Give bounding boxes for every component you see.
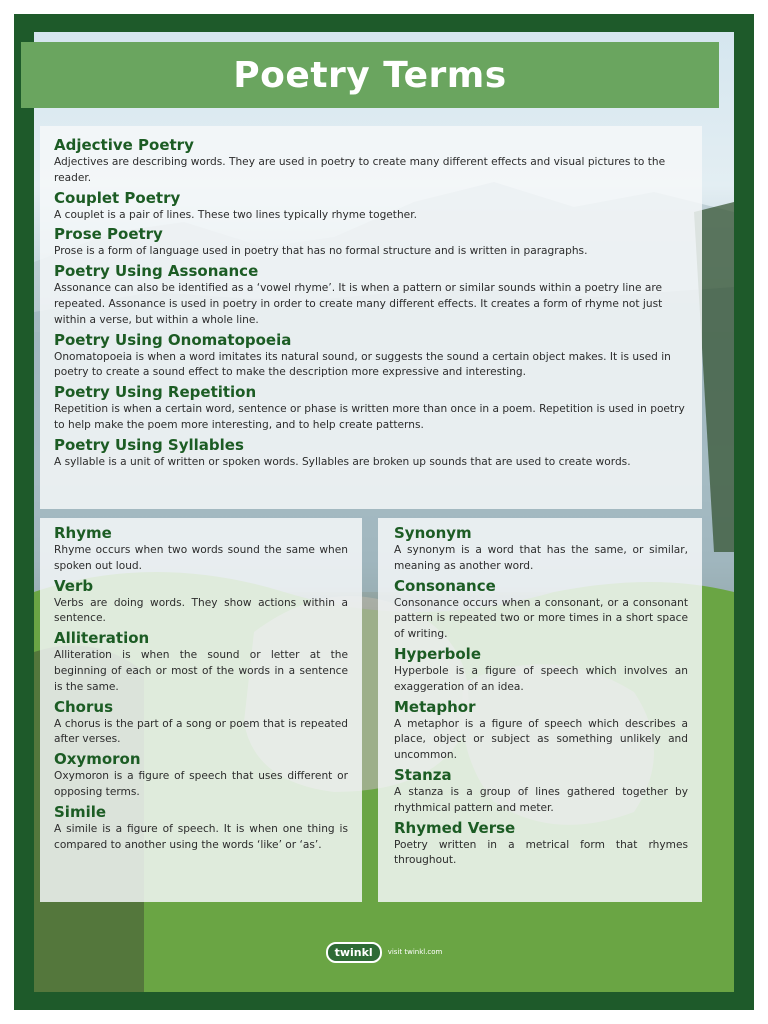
term-syllables (54, 436, 688, 471)
term-definition: Rhyme occurs when two words sound the same when spoken out loud. (54, 544, 348, 572)
term-heading: Poetry Using Repetition (54, 383, 257, 402)
term-heading: Hyperbole (394, 644, 481, 663)
left-terms-panel (40, 518, 362, 902)
term-repetition (54, 383, 688, 434)
term-definition: Hyperbole is a figure of speech which involves an exaggeration of an idea. (394, 664, 688, 693)
visit-link[interactable]: visit twinkl.com (387, 948, 443, 956)
term-heading: Poetry Using Onomatopoeia (54, 330, 292, 349)
term-metaphor (394, 698, 688, 764)
term-heading: Poetry Using Syllables (54, 435, 244, 454)
term-rhymed-verse (394, 819, 688, 870)
term-definition: A simile is a figure of speech. It is when one thing is compared to another using the words ‘like’ or ‘as’. (54, 822, 348, 851)
term-definition: A stanza is a group of lines gathered together by rhythmical pattern and meter. (394, 785, 688, 814)
term-heading: Chorus (54, 697, 113, 716)
twinkl-logo[interactable]: twinkl (326, 942, 382, 963)
term-heading: Rhyme (54, 524, 112, 542)
term-hyperbole (394, 645, 688, 696)
term-heading: Simile (54, 802, 107, 821)
term-heading: Adjective Poetry (54, 136, 194, 154)
term-stanza (394, 766, 688, 817)
term-heading: Metaphor (394, 697, 476, 716)
top-terms-panel (40, 126, 702, 509)
term-definition: A couplet is a pair of lines. These two lines typically rhyme together. (54, 208, 417, 221)
page-title: Poetry Terms (233, 54, 507, 96)
term-definition: Onomatopoeia is when a word imitates its natural sound, or suggests the sound a certain object makes. It is used in poetry to create a sound effect to make the description more expressive and interesting. (54, 350, 671, 379)
term-definition: A metaphor is a figure of speech which describes a place, object or subject as something unlikely and uncommon. (394, 717, 688, 762)
term-heading: Alliteration (54, 629, 150, 648)
term-definition: A chorus is the part of a song or poem that is repeated after verses. (54, 717, 348, 746)
term-couplet-poetry (54, 189, 688, 224)
term-assonance (54, 262, 688, 328)
term-definition: Repetition is when a certain word, sentence or phase is written more than once in a poem. Repetition is used in poetry to help make the poem more interesting, and to help create patterns. (54, 403, 685, 431)
term-definition: A syllable is a unit of written or spoken words. Syllables are broken up sounds that are used to create words. (54, 455, 631, 468)
term-heading: Stanza (394, 765, 452, 784)
term-definition: Consonance occurs when a consonant, or a consonant pattern is repeated two or more times in a short space of writing. (394, 596, 688, 641)
term-definition: Adjectives are describing words. They are used in poetry to create many different effects and visual pictures to the reader. (54, 156, 666, 184)
term-definition: Poetry written in a metrical form that rhymes throughout. (394, 838, 688, 867)
term-heading: Couplet Poetry (54, 188, 181, 207)
term-definition: Oxymoron is a figure of speech that uses different or opposing terms. (54, 770, 348, 798)
term-rhyme (54, 524, 348, 575)
term-definition: Verbs are doing words. They show actions within a sentence. (54, 596, 348, 625)
term-alliteration (54, 629, 348, 695)
term-simile (54, 803, 348, 854)
term-definition: A synonym is a word that has the same, or similar, meaning as another word. (394, 544, 688, 572)
term-prose-poetry (54, 225, 688, 260)
term-heading: Rhymed Verse (394, 818, 516, 837)
term-heading: Synonym (394, 524, 472, 542)
term-heading: Oxymoron (54, 750, 141, 769)
term-definition: Prose is a form of language used in poetry that has no formal structure and is written in paragraphs. (54, 245, 588, 258)
footer (0, 937, 768, 967)
term-definition: Alliteration is when the sound or letter at the beginning of each or most of the words in a sentence is the same. (54, 649, 348, 693)
term-adjective-poetry (54, 136, 688, 187)
term-heading: Prose Poetry (54, 225, 163, 244)
term-oxymoron (54, 750, 348, 801)
term-consonance (394, 577, 688, 643)
term-heading: Verb (54, 576, 94, 595)
title-banner (21, 42, 719, 108)
term-heading: Poetry Using Assonance (54, 262, 259, 281)
term-synonym (394, 524, 688, 575)
term-chorus (54, 698, 348, 749)
term-definition: Assonance can also be identified as a ‘vowel rhyme’. It is when a pattern or similar sounds within a poetry line are repeated. Assonance is used in poetry in order to create many different effects. It creates a form of rhyme not just within a verse, but within a whole line. (54, 282, 663, 326)
right-terms-panel (378, 518, 702, 902)
term-verb (54, 577, 348, 628)
term-heading: Consonance (394, 576, 496, 595)
term-onomatopoeia (54, 331, 688, 382)
